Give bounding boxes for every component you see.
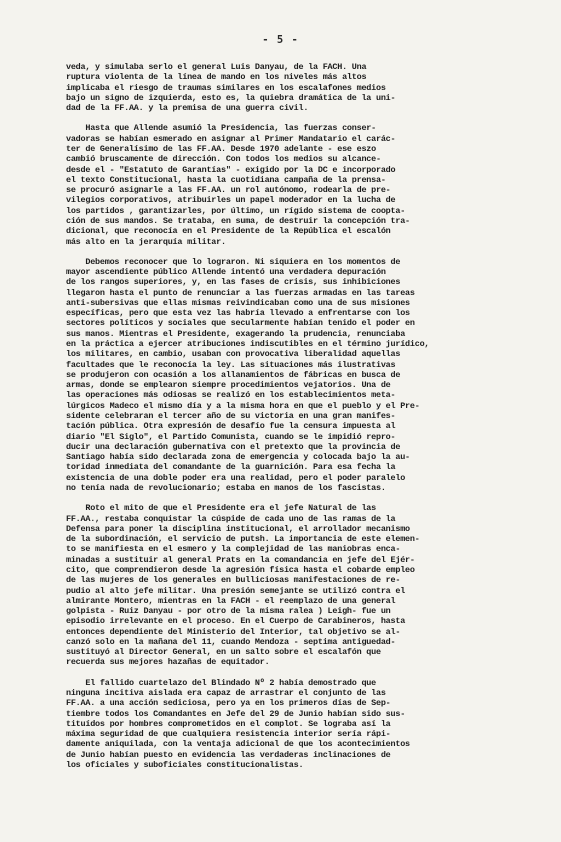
text-line: implicaba el riesgo de traumas similares en los escalafones medios xyxy=(66,82,386,93)
text-line: entonces dependiente del Ministerio del Interior, tal objetivo se al- xyxy=(66,626,401,637)
text-line: vadoras se habían esmerado en asignar al Primer Mandatario el carác- xyxy=(66,133,396,144)
paragraph-gap xyxy=(66,668,521,678)
text-line: sidente celebraran el tercer año de su victoria en una gran manifes- xyxy=(66,411,396,421)
text-line: más alto en la jerarquía militar. xyxy=(66,236,226,247)
text-line: los militares, en cambio, usaban con provocativa liberalidad aquellas xyxy=(66,349,401,360)
paragraph-gap xyxy=(66,493,521,503)
text-line: Debemos reconocer que lo lograron. Ni siquiera en los momentos de xyxy=(66,256,401,267)
text-line: vilegios corporativos, atribuirles un papel moderador en la lucha de xyxy=(66,195,396,206)
text-line: sus manos. Mientras el Presidente, exagerando la prudencia, renunciaba xyxy=(66,328,406,339)
text-line: FF.AA. a una acción sediciosa, pero ya en los primeros días de Sep- xyxy=(66,698,391,709)
text-line: ción de sus mandos. Se trataba, en suma, de destruir la concepción tra- xyxy=(66,215,410,226)
text-line: Santiago había sido declarada zona de emergencia y colocada bajo la au- xyxy=(66,452,410,463)
text-line: episodio irrelevante en el proceso. En el Cuerpo de Carabineros, hasta xyxy=(66,616,406,627)
text-line: máxima seguridad de que cualquiera resistencia interior sería rápi- xyxy=(66,729,391,740)
text-line: específicas, pero que esta vez las habría llevado a enfrentarse con los xyxy=(66,308,410,319)
text-line: el texto Constitucional, hasta la cuotidiana campaña de la prensa- xyxy=(66,174,386,185)
text-line: FF.AA., restaba conquistar la cúspide de cada uno de las ramas de la xyxy=(66,513,396,524)
text-line: ducir una declaración gubernativa con el pretexto que la provincia de xyxy=(66,441,401,452)
text-line: se procuró asignarle a las FF.AA. un rol autónomo, rodearla de pre- xyxy=(66,185,391,196)
text-line: golpista - Ruiz Danyau - por otro de la misma ralea ) Leigh- fue un xyxy=(66,606,391,617)
text-line: existencia de una doble poder era una realidad, pero el poder paralelo xyxy=(66,472,406,483)
text-line: llegaron hasta el punto de renunciar a las fuerzas armadas en las tareas xyxy=(66,287,415,298)
paragraph-gap xyxy=(66,247,521,257)
text-line: tiembre todos los Comandantes en Jefe del 29 de Junio habían sido sus- xyxy=(66,708,406,719)
text-line: Roto el mito de que el Presidente era el jefe Natural de las xyxy=(66,503,376,514)
text-line: en la práctica a ejercer atribuciones indiscutibles en el término jurídico, xyxy=(66,339,430,350)
text-line: anti-subersivas que ellas mismas reivindicaban como una de sus misiones xyxy=(66,297,410,308)
text-line: mayor ascendiente público Allende intentó una verdadera depuración xyxy=(66,267,386,278)
text-line: facultades que le reconocía la ley. Las situaciones más ilustrativas xyxy=(66,359,396,370)
text-line: veda, y simulaba serlo el general Luis Danyau, de la FACH. Una xyxy=(66,62,367,72)
paragraph xyxy=(66,678,521,771)
paragraph xyxy=(66,257,521,493)
text-line: dicional, que reconocía en el Presidente de la República el escalón xyxy=(66,226,391,237)
paragraph xyxy=(66,62,521,113)
text-line: bajo un signo de izquierda, esto es, la quiebra dramática de la uni- xyxy=(66,92,396,103)
text-line: canzó solo en la mañana del 11, cuando Mendoza - septima antiguedad- xyxy=(66,636,396,647)
text-line: desde el - "Estatuto de Garantías" - exigido por la DC e incorporado xyxy=(66,164,396,175)
text-line: ruptura violenta de la línea de mando en los niveles más altos xyxy=(66,72,367,83)
text-line: almirante Montero, mientras en la FACH - el reemplazo de una general xyxy=(66,595,396,606)
text-line: diario "El Siglo", el Partido Comunista, cuando se le impidió repro- xyxy=(66,431,396,442)
text-line: to se manifiesta en el esmero y la complejidad de las maniobras enca- xyxy=(66,544,401,555)
text-line: sectores políticos y sociales que secularmente habían tenido el poder en xyxy=(66,318,415,329)
paragraph-gap xyxy=(66,113,521,123)
text-line: recuerda sus mejores hazañas de equitador. xyxy=(66,657,270,668)
text-line: toridad inmediata del comandante de la guarnición. Para esa fecha la xyxy=(66,462,396,473)
text-line: Defensa para poner la disciplina institucional, el arrollador mecanismo xyxy=(66,523,410,534)
text-line: de los rangos superiores, y, en las fases de crisis, sus inhibiciones xyxy=(66,277,401,288)
text-line: El fallido cuartelazo del Blindado Nº 2 había demostrado que xyxy=(66,677,376,688)
text-line: los oficiales y suboficiales constitucionalistas. xyxy=(66,760,304,770)
text-line: sustituyó al Director General, en un salto sobre el escalafón que xyxy=(66,647,381,658)
page-number: - 5 - xyxy=(262,34,299,46)
text-line: minadas a sustituir al general Prats en la comandancia en jefe del Ejér- xyxy=(66,554,415,565)
text-line: cambió bruscamente de dirección. Con todos los medios su alcance- xyxy=(66,154,381,165)
paragraph xyxy=(66,123,521,246)
text-line: de la subordinación, el servicio de putsh. La importancia de este elemen- xyxy=(66,534,420,545)
paragraph xyxy=(66,503,521,668)
text-line: Hasta que Allende asumió la Presidencia, las fuerzas conser- xyxy=(66,123,376,134)
text-line: tación pública. Otra expresión de desafío fue la censura impuesta al xyxy=(66,421,396,432)
text-line: cito, que comprendieron desde la agresión física hasta el cobarde empleo xyxy=(66,564,415,575)
text-line: damente aniquilada, con la ventaja adicional de que los acontecimientos xyxy=(66,739,410,750)
text-line: los partidos , garantizarles, por último, un rígido sistema de coopta- xyxy=(66,205,406,216)
text-line: tituídos por hombres comprometidos en el complot. Se lograba así la xyxy=(66,718,391,729)
text-line: las operaciones más odiosas se realizó en los establecimientos meta- xyxy=(66,390,396,401)
text-line: pudio al alto jefe militar. Una presión semejante se utilizó contra el xyxy=(66,585,406,596)
text-line: no tenía nada de revolucionario; estaba en manos de los fascistas. xyxy=(66,482,386,493)
text-line: dad de la FF.AA. y la premisa de una guerra civil. xyxy=(66,103,309,114)
text-line: ninguna incitiva aislada era capaz de arrastrar el conjunto de las xyxy=(66,688,386,699)
text-line: de Junio habían puesto en evidencia las verdaderas inclinaciones de xyxy=(66,749,391,760)
text-line: se produjeron con ocasión a los allanamientos de fábricas en busca de xyxy=(66,369,401,380)
text-line: ter de Generalísimo de las FF.AA. Desde 1970 adelante - ese eszo xyxy=(66,143,376,154)
document-body xyxy=(66,62,521,770)
text-line: lúrgicos Madeco el mismo día y a la misma hora en que el pueblo y el Pre- xyxy=(66,400,420,411)
text-line: armas, donde se emplearon siempre procedimientos vejatorios. Una de xyxy=(66,380,391,391)
text-line: de las mujeres de los generales en bulliciosas manifestaciones de re- xyxy=(66,575,401,586)
